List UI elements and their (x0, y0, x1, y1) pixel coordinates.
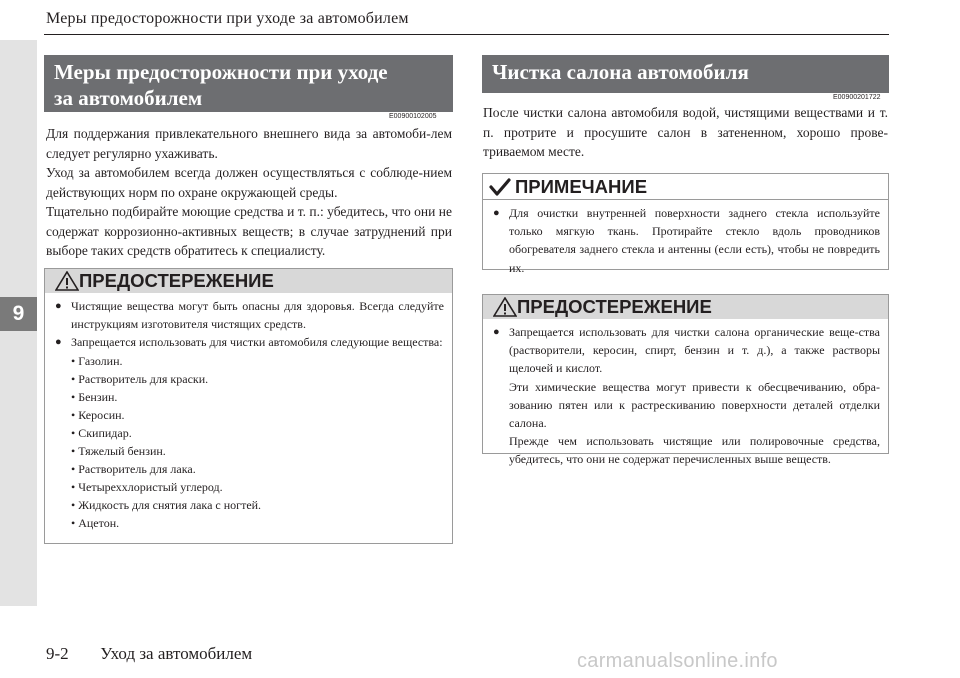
bullet-dot-icon: ● (493, 326, 500, 338)
warning-header (483, 295, 888, 319)
substance-item: • Четыреххлористый углерод. (71, 480, 223, 495)
bullet-dot-icon: ● (493, 207, 500, 219)
chapter-tab: 9 (0, 297, 37, 331)
page-footer (46, 644, 252, 664)
footer-section: Уход за автомобилем (100, 644, 253, 663)
running-head: Меры предосторожности при уходе за автомобилем (46, 10, 409, 27)
warning-paragraph: Эти химические вещества могут привести к обесцвечиванию, обра-зованию пятен или к растрескиванию поверхности деталей отделки салона. (509, 379, 880, 431)
substance-item: • Газолин. (71, 353, 123, 368)
warning-title: ПРЕДОСТЕРЕЖЕНИЕ (517, 296, 712, 317)
paragraph: Уход за автомобилем всегда должен осуществляться с соблюде-нием действующих норм по охране окружающей среды. (46, 165, 452, 200)
note-box (482, 173, 889, 275)
substance-item: • Растворитель для лака. (71, 462, 196, 477)
page-number: 9-2 (46, 644, 69, 663)
warning-triangle-icon (493, 297, 517, 317)
section-title-line-2: за автомобилем (54, 86, 203, 110)
document-code: E00900201722 (833, 94, 881, 101)
paragraph: Для поддержания привлекательного внешнего вида за автомоби-лем следует регулярно ухаживать. (46, 126, 452, 161)
warning-bullet-text: Запрещается использовать для чистки салона органические веще-ства (растворители, керосин, спирт, бензин и т. д.), а также растворы щелочей и кислот. (509, 325, 880, 376)
paragraph: Тщательно подбирайте моющие средства и т. п.: убедитесь, что они не содержат коррозионно-активных веществ; в случае затруднений при выборе таких средств обратитесь к специалисту. (46, 204, 452, 258)
interior-cleaning-text: После чистки салона автомобиля водой, чистящими веществами и т. п. протрите и просушите салон в затененном, хорошо прове-триваемом месте. (483, 105, 888, 159)
substance-item: • Тяжелый бензин. (71, 444, 166, 459)
header-rule (44, 34, 889, 35)
warning-bullet-text: Запрещается использовать для чистки автомобиля следующие вещества: (71, 335, 443, 350)
checkmark-note-icon (489, 177, 511, 197)
substance-item: • Жидкость для снятия лака с ногтей. (71, 498, 262, 513)
document-code: E00900102005 (389, 113, 437, 120)
warning-bullet (493, 323, 880, 469)
warning-bullet-text: Чистящие вещества могут быть опасны для здоровья. Всегда следуйте инструкциям изготовителя чистящих средств. (71, 299, 444, 332)
warning-title: ПРЕДОСТЕРЕЖЕНИЕ (79, 270, 274, 291)
substance-item: • Керосин. (71, 407, 125, 422)
warning-bullet (55, 333, 444, 351)
warning-box (482, 294, 889, 467)
intro-text (46, 124, 452, 261)
warning-body (45, 293, 452, 539)
warning-body (483, 319, 888, 475)
section-title-line-1: Меры предосторожности при уходе (54, 60, 388, 84)
section-title-care-precautions (44, 55, 453, 112)
warning-bullet (55, 297, 444, 333)
substance-item: • Скипидар. (71, 425, 132, 440)
note-bullet (493, 204, 880, 277)
note-header (483, 174, 888, 200)
note-bullet-text: Для очистки внутренней поверхности заднего стекла используйте только мягкую ткань. Протирайте стекло вдоль проводников обогревателя заднего стекла и антенны (если есть), чтобы не повредить их. (509, 206, 880, 275)
warning-paragraph: Прежде чем использовать чистящие или полировочные средства, убедитесь, что они не содержат перечисленных выше веществ. (509, 434, 880, 467)
warning-triangle-icon (55, 271, 79, 291)
note-title: ПРИМЕЧАНИЕ (515, 175, 648, 197)
warning-box (44, 268, 453, 544)
watermark: carmanualsonline.info (577, 650, 778, 672)
section-title-interior-cleaning: Чистка салона автомобиля (482, 55, 889, 93)
substance-item: • Растворитель для краски. (71, 371, 209, 386)
bullet-dot-icon: ● (55, 300, 62, 312)
substance-item: • Бензин. (71, 389, 118, 404)
bullet-dot-icon: ● (55, 336, 62, 349)
warning-header (45, 269, 452, 293)
substance-item: • Ацетон. (71, 516, 120, 531)
note-body (483, 200, 888, 283)
